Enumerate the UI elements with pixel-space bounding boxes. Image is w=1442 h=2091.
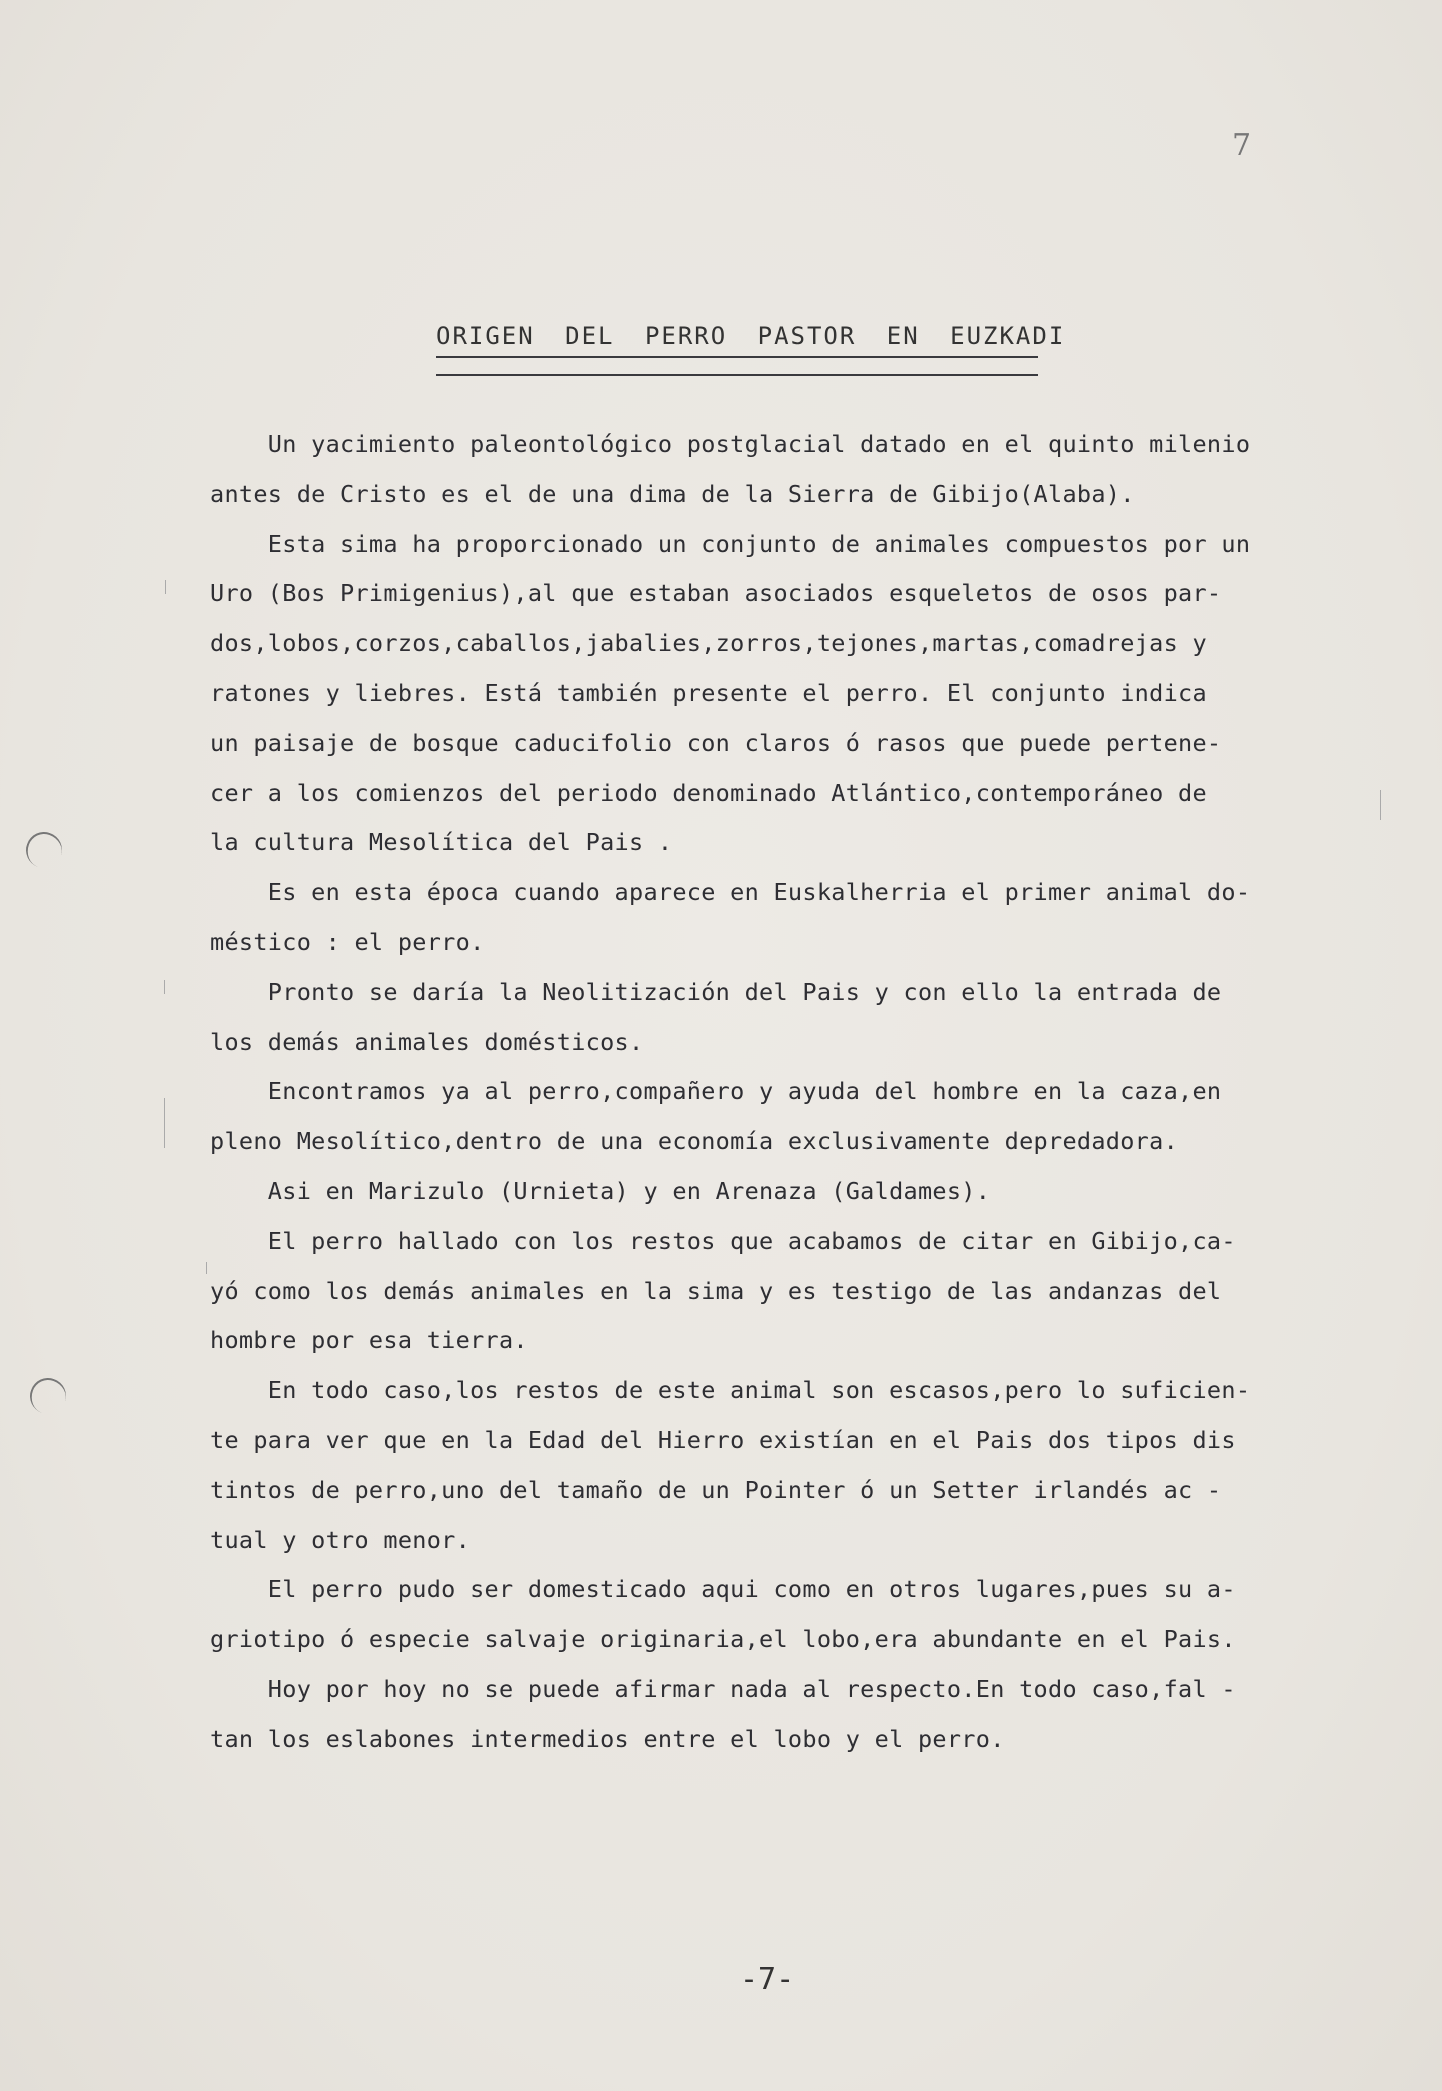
margin-tick (1380, 790, 1381, 820)
margin-tick (165, 580, 166, 594)
title-underline-double (436, 374, 1038, 376)
margin-tick (164, 1098, 165, 1148)
text-line: En todo caso,los restos de este animal son escasos,pero lo suficien- (210, 1376, 1251, 1405)
text-line: antes de Cristo es el de una dima de la Sierra de Gibijo(Alaba). (210, 479, 1135, 508)
text-line: un paisaje de bosque caducifolio con claros ó rasos que puede pertene- (210, 728, 1222, 757)
text-line: Esta sima ha proporcionado un conjunto de animales compuestos por un (210, 529, 1251, 558)
text-line: la cultura Mesolítica del Pais . (210, 828, 673, 857)
page-number: -7- (740, 1962, 795, 1997)
text-line: Hoy por hoy no se puede afirmar nada al respecto.En todo caso,fal - (210, 1674, 1236, 1703)
text-line: dos,lobos,corzos,caballos,jabalies,zorros,tejones,martas,comadrejas y (210, 629, 1207, 658)
text-line: yó como los demás animales en la sima y es testigo de las andanzas del (210, 1276, 1222, 1305)
text-line: Un yacimiento paleontológico postglacial datado en el quinto milenio (210, 430, 1251, 458)
text-line: méstico : el perro. (210, 927, 485, 956)
text-line: Encontramos ya al perro,compañero y ayuda del hombre en la caza,en (210, 1077, 1222, 1106)
document-title: ORIGEN DEL PERRO PASTOR EN EUZKADI (436, 322, 1066, 350)
text-line: El perro hallado con los restos que acabamos de citar en Gibijo,ca- (210, 1226, 1236, 1255)
text-line: Asi en Marizulo (Urnieta) y en Arenaza (Galdames). (210, 1176, 991, 1205)
text-line: hombre por esa tierra. (210, 1326, 528, 1355)
text-line: Uro (Bos Primigenius),al que estaban asociados esqueletos de osos par- (210, 579, 1222, 608)
margin-tick (164, 980, 165, 994)
text-line: Es en esta época cuando aparece en Euskalherria el primer animal do- (210, 878, 1251, 907)
text-line: te para ver que en la Edad del Hierro existían en el Pais dos tipos dis (210, 1425, 1236, 1454)
text-line: pleno Mesolítico,dentro de una economía exclusivamente depredadora. (210, 1127, 1179, 1156)
text-line: Pronto se daría la Neolitización del Pais y con ello la entrada de (210, 977, 1222, 1006)
text-line: ratones y liebres. Está también presente el perro. El conjunto indica (210, 678, 1207, 707)
text-line: El perro pudo ser domesticado aqui como en otros lugares,pues su a- (210, 1575, 1236, 1604)
punch-hole-mark (21, 827, 67, 873)
text-line: cer a los comienzos del periodo denominado Atlántico,contemporáneo de (210, 778, 1207, 807)
body-text (210, 420, 1320, 1765)
text-line: tual y otro menor. (210, 1525, 471, 1554)
title-underline (436, 356, 1038, 358)
corner-mark: 7 (1232, 128, 1252, 163)
punch-hole-mark (25, 1373, 71, 1419)
text-line: griotipo ó especie salvaje originaria,el lobo,era abundante en el Pais. (210, 1625, 1236, 1654)
text-line: los demás animales domésticos. (210, 1027, 644, 1056)
text-line: tintos de perro,uno del tamaño de un Pointer ó un Setter irlandés ac - (210, 1475, 1222, 1504)
margin-tick (206, 1262, 207, 1274)
text-line: tan los eslabones intermedios entre el lobo y el perro. (210, 1724, 1005, 1753)
